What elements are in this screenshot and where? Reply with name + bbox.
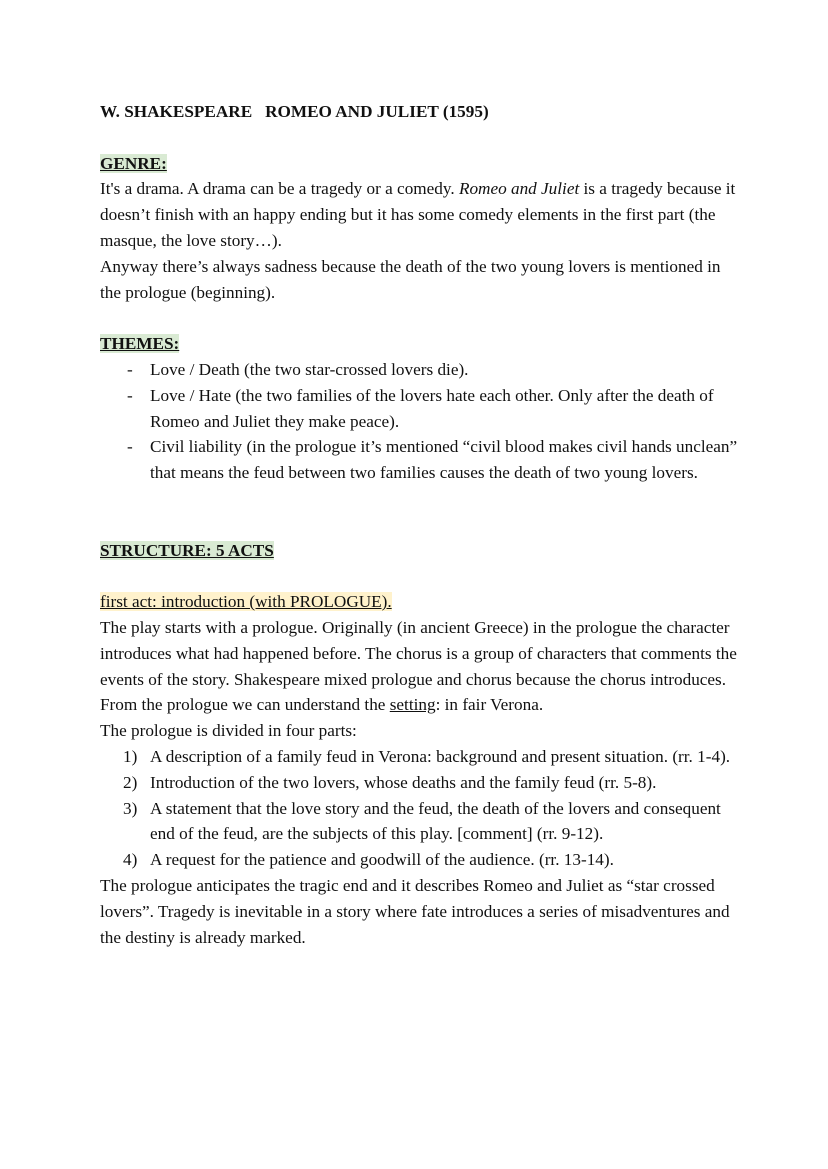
list-item: - Love / Hate (the two families of the lovers hate each other. Only after the death of Romeo and Juliet they make peace). — [100, 383, 740, 435]
themes-list — [100, 357, 740, 486]
document-title: W. SHAKESPEARE ROMEO AND JULIET (1595) — [100, 102, 489, 121]
themes-heading: THEMES: — [100, 334, 180, 354]
list-item: 3) A statement that the love story and the feud, the death of the lovers and consequent end of the feud, are the subjects of this play. [comment] (rr. 9-12). — [123, 798, 721, 844]
play-title-italic: Romeo and Juliet — [458, 179, 580, 199]
setting-paragraph: From the prologue we can understand the setting: in fair Verona. — [100, 695, 544, 715]
structure-heading: STRUCTURE: 5 ACTS — [100, 540, 274, 560]
setting-word: setting — [389, 695, 436, 715]
genre-heading: GENRE: — [100, 153, 167, 173]
genre-paragraph-1: It's a drama. A drama can be a tragedy or a comedy. Romeo and Juliet is a tragedy because it doesn’t finish with an happy ending but it has some comedy elements in the first part (the masque, the love story…). — [100, 179, 736, 250]
prologue-parts-list — [100, 744, 740, 873]
list-item: - Civil liability (in the prologue it’s mentioned “civil blood makes civil hands unclean” that means the feud between two families causes the death of two young lovers. — [100, 434, 740, 486]
first-act-subheading: first act: introduction (with PROLOGUE). — [100, 592, 392, 612]
list-item: 2) Introduction of the two lovers, whose deaths and the family feud (rr. 5-8). — [123, 772, 657, 792]
prologue-paragraph: The play starts with a prologue. Originally (in ancient Greece) in the prologue the character introduces what had happened before. The chorus is a group of characters that comments the events of the story. Shakespeare mixed prologue and chorus because the chorus introduces. — [100, 617, 737, 689]
document-body — [100, 99, 740, 950]
conclusion-paragraph: The prologue anticipates the tragic end and it describes Romeo and Juliet as “star crossed lovers”. Tragedy is inevitable in a story where fate introduces a series of misadventures and the destiny is already marked. — [100, 875, 730, 947]
list-item: 4) A request for the patience and goodwill of the audience. (rr. 13-14). — [123, 850, 614, 870]
genre-paragraph-2: Anyway there’s always sadness because the death of the two young lovers is mentioned in the prologue (beginning). — [100, 256, 721, 302]
parts-intro: The prologue is divided in four parts: — [100, 721, 357, 741]
list-item: 1) A description of a family feud in Verona: background and present situation. (rr. 1-4). — [123, 746, 731, 766]
list-item: - Love / Death (the two star-crossed lovers die). — [100, 357, 740, 383]
